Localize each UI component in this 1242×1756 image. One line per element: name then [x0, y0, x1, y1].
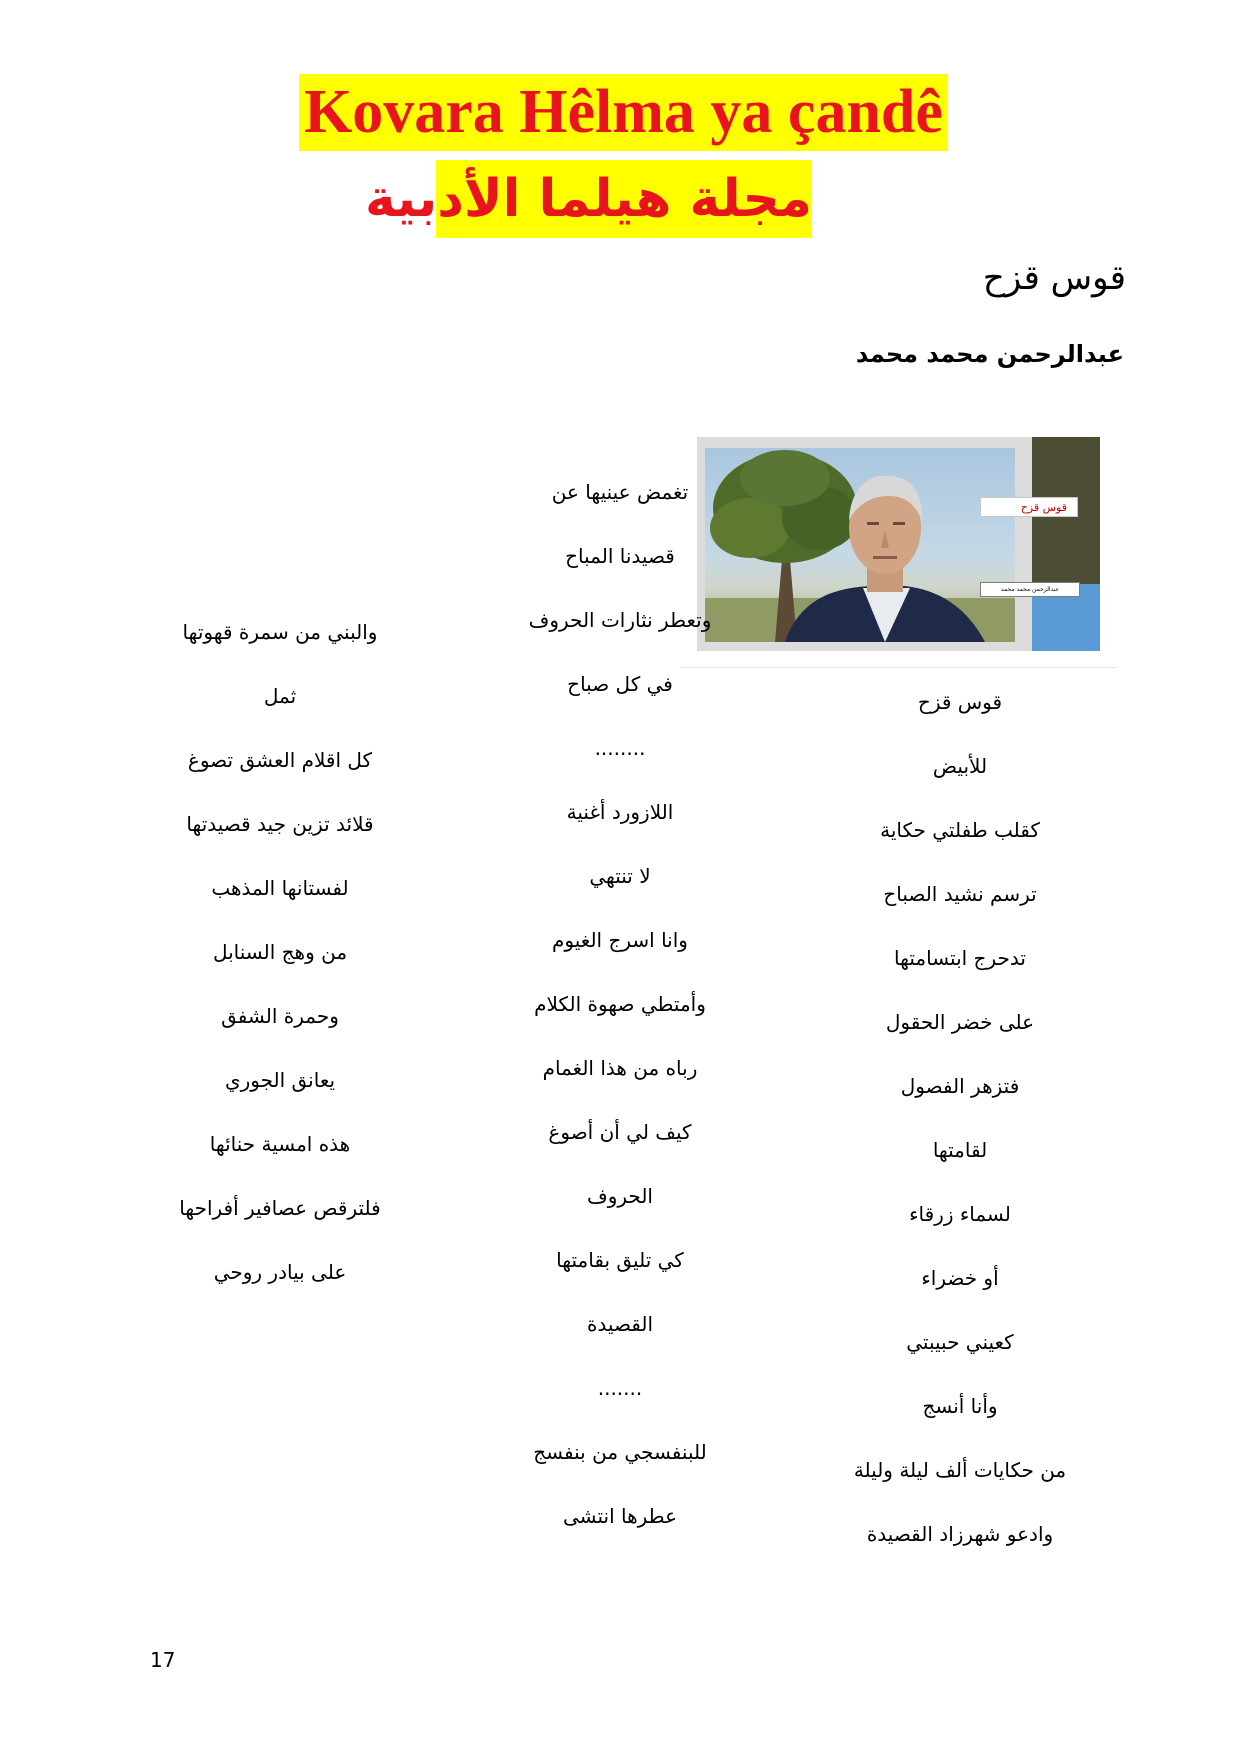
poem-line: على خضر الحقول [885, 1010, 1035, 1034]
poem-line: كيف لي أن أصوغ [548, 1120, 692, 1144]
poem-line: على بيادر روحي [213, 1260, 347, 1284]
poem-line: لا تنتهي [589, 864, 651, 888]
poem-line: كعيني حبيبتي [906, 1330, 1014, 1354]
poem-separator: ........ [594, 736, 646, 760]
poem-line: للأبيض [932, 754, 988, 778]
magazine-title-arabic: مجلة هيلما الأدبية [436, 160, 812, 238]
poem-line: عطرها انتشى [562, 1504, 678, 1528]
poem-line: تدحرج ابتسامتها [894, 946, 1026, 970]
poem-column-right [850, 670, 1070, 1566]
poem-line: فلترقص عصافير أفراحها [179, 1196, 381, 1220]
poem-line: يعانق الجوري [224, 1068, 336, 1092]
poem-column-left [160, 600, 400, 1304]
page-number: 17 [150, 1648, 176, 1672]
poem-line: لفستانها المذهب [211, 876, 349, 900]
poem-line: اللازورد أغنية [566, 800, 674, 824]
poem-line: وادعو شهرزاد القصيدة [866, 1522, 1054, 1546]
poem-line: كل اقلام العشق تصوغ [187, 748, 373, 772]
poem-line: الحروف [587, 1184, 653, 1208]
poem-author: عبدالرحمن محمد محمد [855, 340, 1124, 368]
poem-line: قوس قزح [917, 690, 1003, 714]
poem-line: في كل صباح [567, 672, 673, 696]
poem-line: رباه من هذا الغمام [542, 1056, 698, 1080]
poem-line: وحمرة الشفق [221, 1004, 339, 1028]
poem-line: وأمتطي صهوة الكلام [534, 992, 706, 1016]
cover-title-label: قوس قزح [980, 497, 1078, 517]
poem-line: ثمل [263, 684, 297, 708]
poem-line: هذه امسية حنائها [209, 1132, 351, 1156]
poem-line: كقلب طفلتي حكاية [880, 818, 1040, 842]
poem-column-middle [480, 460, 760, 1548]
poem-line: القصيدة [586, 1312, 654, 1336]
poem-line: وانا اسرج الغيوم [552, 928, 688, 952]
magazine-title-latin: Kovara Hêlma ya çandê [299, 74, 948, 151]
poem-line: تغمض عينيها عن [551, 480, 689, 504]
poem-line: وأنا أنسج [922, 1394, 998, 1418]
poem-line: وتعطر نثارات الحروف [528, 608, 712, 632]
poem-line: من حكايات ألف ليلة وليلة [853, 1458, 1067, 1482]
poem-line: قصيدنا المباح [565, 544, 675, 568]
poem-separator: ....... [597, 1376, 643, 1400]
poem-line: لقامتها [932, 1138, 988, 1162]
poem-line: والبني من سمرة قهوتها [182, 620, 378, 644]
poem-line: أو خضراء [921, 1266, 999, 1290]
poem-line: فتزهر الفصول [900, 1074, 1020, 1098]
poem-line: من وهج السنابل [212, 940, 348, 964]
poem-line: لسماء زرقاء [909, 1202, 1011, 1226]
poem-title: قوس قزح [982, 258, 1126, 298]
cover-author-label: عبدالرحمن محمد محمد [980, 582, 1080, 597]
poem-line: كي تليق بقامتها [556, 1248, 684, 1272]
poem-line: للبنفسجي من بنفسج [533, 1440, 707, 1464]
poem-line: ترسم نشيد الصباح [883, 882, 1037, 906]
poem-line: قلائد تزين جيد قصيدتها [186, 812, 374, 836]
